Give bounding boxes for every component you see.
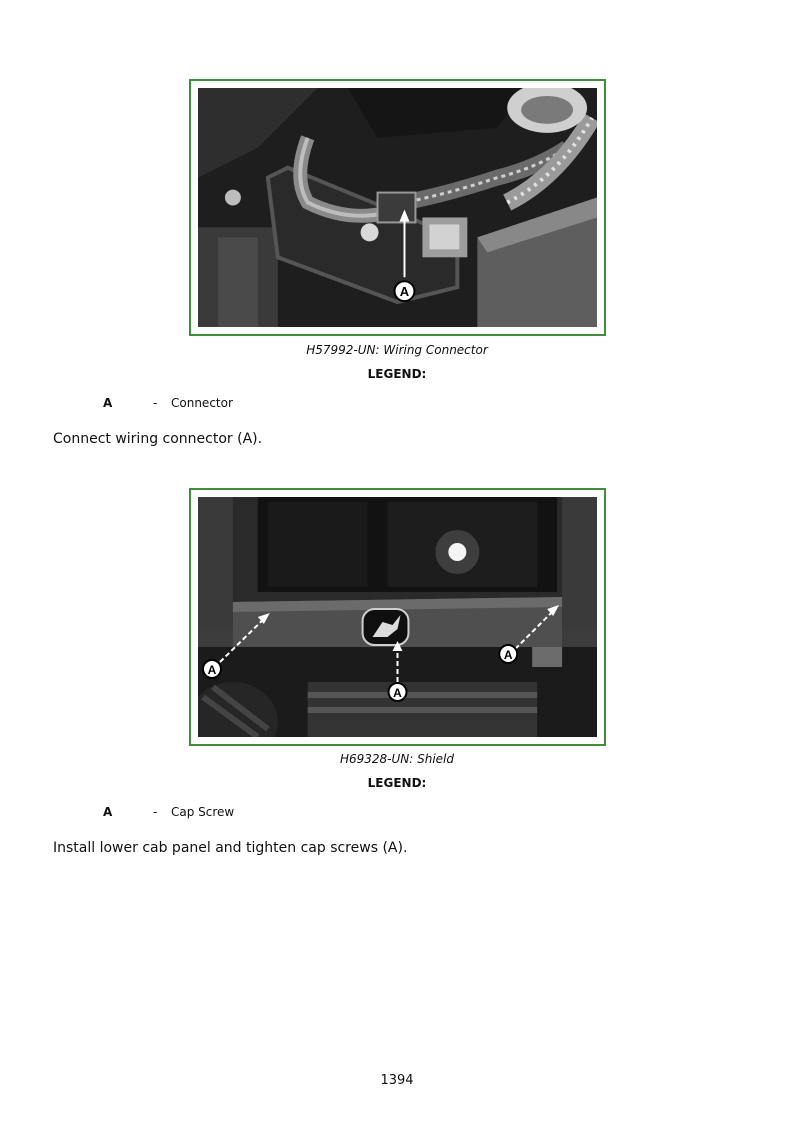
figure-wiring-connector	[189, 79, 606, 336]
figure-2-caption: H69328-UN: Shield	[339, 752, 455, 766]
instruction-2: Install lower cab panel and tighten cap screws (A).	[53, 840, 408, 856]
figure-shield	[189, 488, 606, 746]
figure-2-callout-center: A	[393, 685, 402, 701]
legend-2-key: A	[103, 805, 113, 819]
figure-2-callout-left: A	[207, 662, 217, 678]
page-number: 1394	[380, 1073, 414, 1088]
legend-1-dash: -	[153, 396, 158, 410]
figure-1-caption: H57992-UN: Wiring Connector	[306, 343, 488, 357]
wiring-connector-photo	[198, 88, 597, 327]
figure-1-callout: A	[399, 284, 410, 300]
legend-1-description: Connector	[171, 396, 233, 410]
instruction-1: Connect wiring connector (A).	[53, 431, 263, 447]
figure-2-callout-right: A	[503, 647, 513, 663]
shield-photo	[198, 497, 597, 737]
legend-1-key: A	[103, 396, 113, 410]
legend-2-dash: -	[153, 805, 158, 819]
legend-1-title: LEGEND:	[367, 367, 427, 381]
legend-2-title: LEGEND:	[367, 776, 427, 790]
legend-2-description: Cap Screw	[171, 805, 235, 819]
